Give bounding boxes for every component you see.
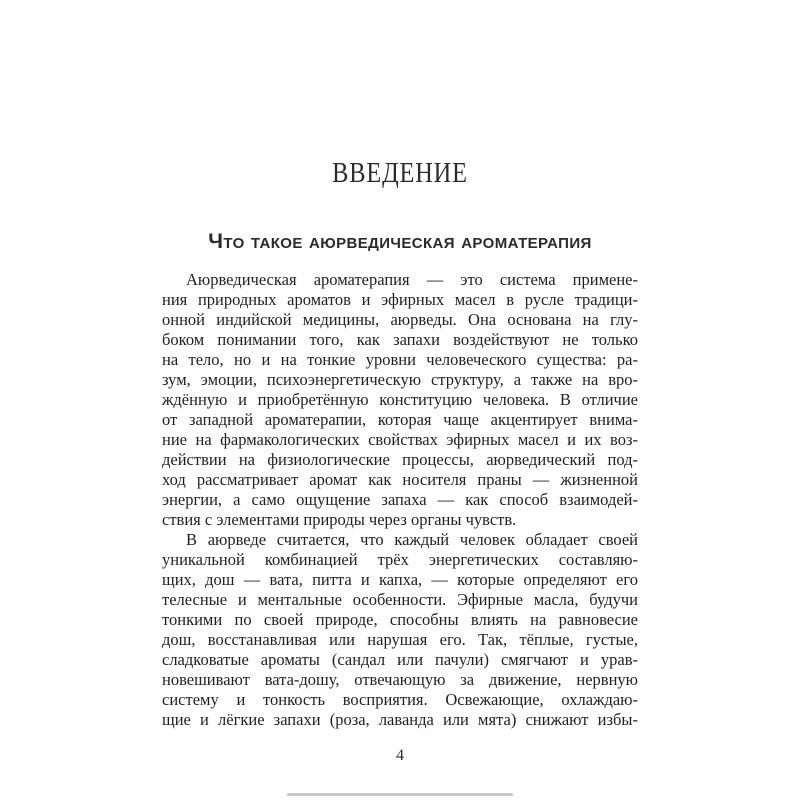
text-line: боком понимании того, как запахи воздействуют не только <box>162 330 638 349</box>
text-line: ния природных ароматов и эфирных масел в русле традици- <box>162 290 638 309</box>
page-number: 4 <box>396 747 404 764</box>
text-line: В аюрведе считается, что каждый человек обладает своей <box>186 530 638 549</box>
section-heading: Что такое аюрведическая ароматерапия <box>208 230 592 253</box>
text-line: действии на физиологические процессы, аюрведический под- <box>162 450 638 469</box>
bottom-bar <box>287 793 513 796</box>
text-line: ствия с элементами природы через органы чувств. <box>162 510 517 529</box>
text-line: ход рассматривает аромат как носителя праны — жизненной <box>162 470 638 489</box>
text-line: Аюрведическая ароматерапия — это система примене- <box>186 270 638 289</box>
text-line: на тело, но и на тонкие уровни человеческого существа: ра- <box>162 350 638 369</box>
text-line: тонкими по своей природе, способны влиять на равновесие <box>162 610 638 629</box>
text-line: ние на фармакологических свойствах эфирных масел и их воз- <box>162 430 638 449</box>
text-line: ждённую и приобретённую конституцию человека. В отличие <box>162 390 638 409</box>
text-line: уникальной комбинацией трёх энергетических составляю- <box>162 550 638 569</box>
text-line: от западной ароматерапии, которая чаще акцентирует внима- <box>162 410 638 429</box>
text-line: зум, эмоции, психоэнергетическую структуру, а также на вро- <box>162 370 638 389</box>
text-line: систему и тонкость восприятия. Освежающие, охлаждаю- <box>162 690 638 709</box>
chapter-title: ВВЕДЕНИЕ <box>332 157 468 189</box>
text-line: щих, дош — вата, питта и капха, — которые определяют его <box>162 570 638 589</box>
text-line: щие и лёгкие запахи (роза, лаванда или мята) снижают избы- <box>162 710 638 729</box>
text-line: энергии, а само ощущение запаха — как способ взаимодей- <box>162 490 638 509</box>
text-line: онной индийской медицины, аюрведы. Она основана на глу- <box>162 310 638 329</box>
text-line: дош, восстанавливая или нарушая его. Так, тёплые, густые, <box>162 630 638 649</box>
body-text <box>162 270 638 730</box>
text-line: телесные и ментальные особенности. Эфирные масла, будучи <box>162 590 638 609</box>
text-line: новешивают вата-дошу, отвечающую за движение, нервную <box>162 670 638 689</box>
text-line: сладковатые ароматы (сандал или пачули) смягчают и урав- <box>162 650 638 669</box>
